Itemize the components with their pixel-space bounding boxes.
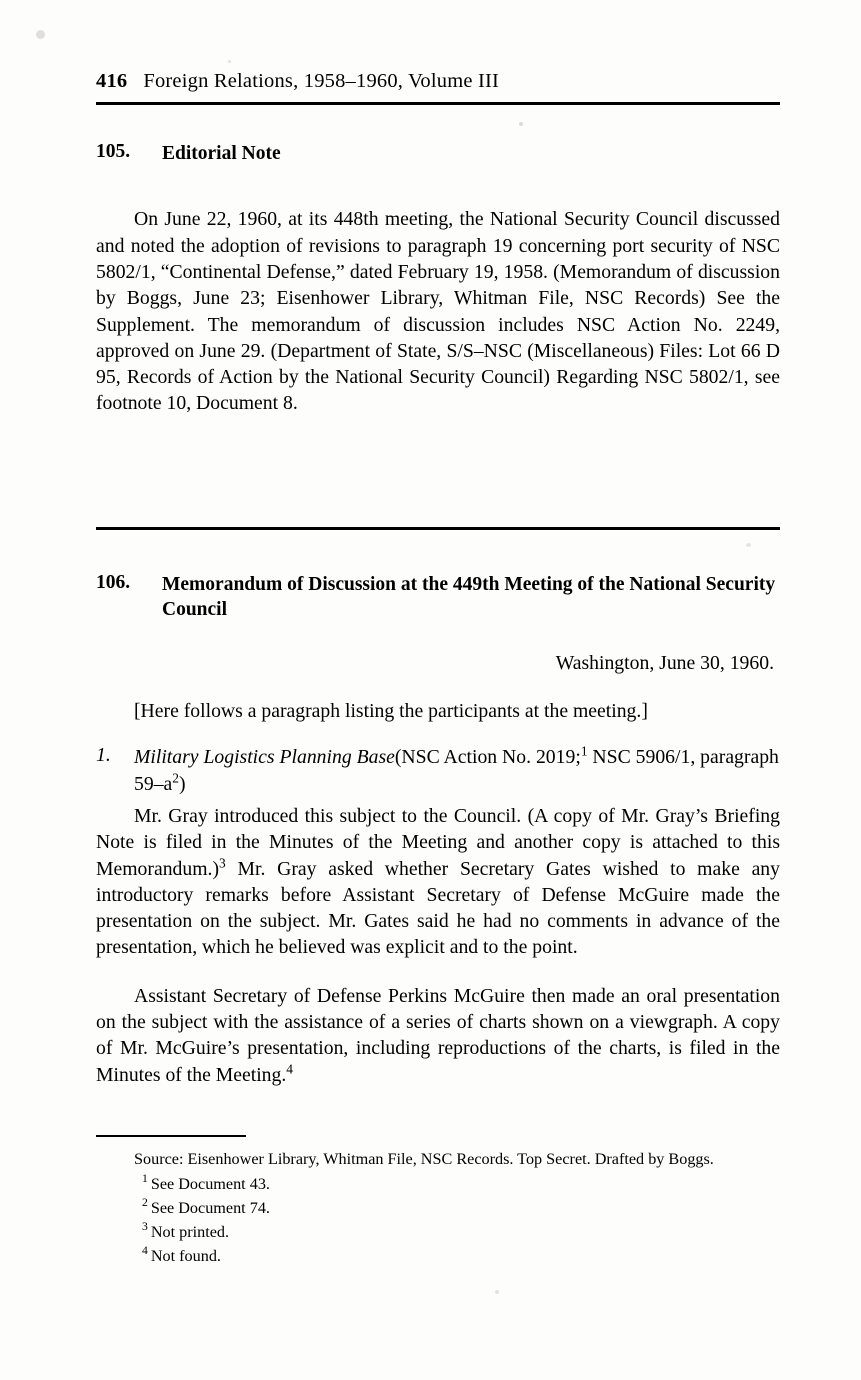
footnote-area — [96, 1135, 780, 1267]
paragraph — [96, 983, 780, 1088]
editorial-bracket-note: [Here follows a paragraph listing the participants at the meeting.] — [134, 700, 648, 723]
paragraph-text: Mr. Gray introduced this subject to the Council. (A copy of Mr. Gray’s Briefing Note is filed in the Minutes of the Meeting and another copy is attached to this Memorandum.) — [96, 805, 780, 880]
footnote-marker: 1 — [142, 1172, 148, 1186]
paragraph: On June 22, 1960, at its 448th meeting, the National Security Council discussed and noted the adoption of revisions to paragraph 19 concerning port security of NSC 5802/1, “Continental Defense,” dated February 19, 1958. (Memorandum of discussion by Boggs, June 23; Eisenhower Library, Whitman File, NSC Records) See the Supplement. The memorandum of discussion includes NSC Action No. 2249, approved on June 29. (Department of State, S/S–NSC (Miscellaneous) Files: Lot 66 D 95, Records of Action by the National Security Council) Regarding NSC 5802/1, see footnote 10, Document 8. — [96, 208, 780, 415]
subsection-title-rest-b: NSC 5906/1, paragraph 59–a — [134, 746, 779, 795]
paragraph-text-cont: Mr. Gray asked whether Secretary Gates wished to make any introductory remarks before Assistant Secretary of Defense McGuire made the presentation on the subject. Mr. Gates said he had no comments in advance of the presentation, which he believed was explicit and to the point. — [96, 857, 780, 959]
paragraph-text: Assistant Secretary of Defense Perkins McGuire then made an oral presentation on the subject with the assistance of a series of charts shown on a viewgraph. A copy of Mr. McGuire’s presentation, including reproductions of the charts, is filed in the Minutes of the Meeting. — [96, 984, 780, 1086]
footnote-item — [96, 1173, 780, 1195]
section-divider-rule — [96, 527, 780, 530]
footnote-text: Not printed. — [150, 1222, 230, 1241]
footnote-item — [96, 1245, 780, 1267]
document-number-106: 106. — [96, 571, 131, 593]
footnote-item — [96, 1197, 780, 1219]
footnote-separator-rule — [96, 1135, 246, 1137]
footnote-ref-3[interactable]: 3 — [219, 855, 226, 871]
subsection-title — [134, 744, 780, 797]
footnote-text: Not found. — [150, 1246, 221, 1265]
subsection-number: 1. — [96, 744, 111, 767]
document-heading-106 — [96, 572, 780, 623]
document-heading-105 — [96, 141, 780, 166]
running-head — [96, 0, 780, 93]
subsection-title-rest-c: ) — [178, 772, 186, 795]
document-105-body — [96, 206, 780, 416]
subsection-title-italic: Military Logistics Planning Base — [134, 746, 395, 769]
document-number-105: 105. — [96, 141, 131, 162]
footnote-ref-1[interactable]: 1 — [580, 743, 588, 759]
document-106-body — [96, 803, 780, 1088]
paragraph — [96, 803, 780, 961]
footnote-marker: 4 — [142, 1244, 148, 1258]
subsection-heading — [96, 744, 780, 797]
subsection-title-rest-a: (NSC Action No. 2019; — [394, 746, 581, 769]
footnote-text: See Document 74. — [150, 1198, 270, 1217]
document-title-106: Memorandum of Discussion at the 449th Meeting of the National Security Council — [162, 573, 776, 621]
footnote-ref-4[interactable]: 4 — [286, 1061, 293, 1077]
page-number: 416 — [96, 70, 128, 92]
source-note: Source: Eisenhower Library, Whitman File, NSC Records. Top Secret. Drafted by Boggs. — [134, 1150, 714, 1168]
footnote-marker: 3 — [142, 1220, 148, 1234]
header-rule — [96, 102, 780, 105]
footnote-marker: 2 — [142, 1196, 148, 1210]
footnote-item — [96, 1221, 780, 1243]
footnote-text: See Document 43. — [150, 1174, 270, 1193]
place-and-date: Washington, June 30, 1960. — [555, 652, 774, 675]
scan-speck — [36, 30, 45, 39]
running-head-title: Foreign Relations, 1958–1960, Volume III — [143, 70, 500, 92]
document-title-105: Editorial Note — [162, 143, 281, 164]
footnote-ref-2[interactable]: 2 — [172, 770, 179, 786]
